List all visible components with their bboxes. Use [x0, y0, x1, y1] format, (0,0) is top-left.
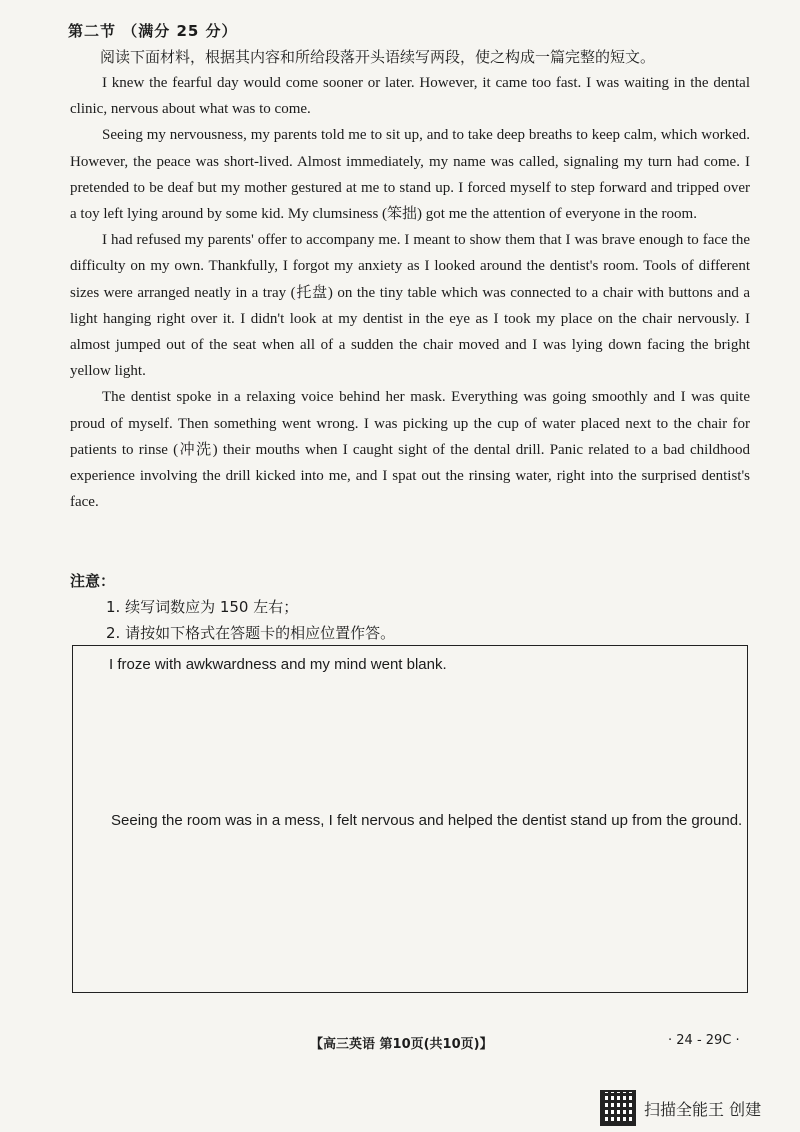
instruction: 阅读下面材料，根据其内容和所给段落开头语续写两段，使之构成一篇完整的短文。 — [100, 48, 656, 66]
passage-paragraph: The dentist spoke in a relaxing voice behind her mask. Everything was going smoothly and I was quite proud of myself. Then something went wrong. I was picking up the cup of water placed next to the chair for patients to rinse (冲洗) their mouths when I caught sight of the dental drill. Panic related to a bad childhood experience involving the drill kicked into me, and I spat out the rinsing water, right into the surprised dentist's face. — [70, 389, 750, 511]
answer-box — [72, 645, 748, 993]
passage-paragraph: I had refused my parents' offer to accompany me. I meant to show them that I was brave enough to face the difficulty on my own. Thankfully, I forgot my anxiety as I looked around the dentist's room. Tools of different sizes were arranged neatly in a tray (托盘) on the tiny table which was connected to a chair with buttons and a light hanging right over it. I didn't look at my dentist in the eye as I took my place on the chair nervously. I almost jumped out of the seat when all of a sudden the chair moved and I was lying down facing the bright yellow light. — [70, 232, 750, 380]
exam-code: · 24 - 29C · — [668, 1033, 740, 1048]
section-title: 第二节 （满分 25 分） — [68, 22, 238, 40]
passage-paragraph: Seeing my nervousness, my parents told me to sit up, and to take deep breaths to keep calm, which worked. However, the peace was short-lived. Almost immediately, my name was called, signaling my turn had come. I pretended to be deaf but my mother gestured at me to stand up. I forced myself to step forward and tripped over a toy left lying around by some kid. My clumsiness (笨拙) got me the attention of everyone in the room. — [70, 127, 750, 223]
watermark-text: 扫描全能王 创建 — [644, 1099, 762, 1119]
passage-paragraph: I knew the fearful day would come sooner or later. However, it came too fast. I was waiting in the dental clinic, nervous about what was to come. — [70, 75, 750, 118]
passage — [70, 70, 750, 515]
paragraph-1-opening: I froze with awkwardness and my mind went blank. — [109, 656, 447, 673]
page-footer: 【高三英语 第10页(共10页)】 — [310, 1037, 493, 1052]
qr-code-icon — [600, 1090, 636, 1126]
paragraph-2-opening: Seeing the room was in a mess, I felt nervous and helped the dentist stand up from the ground. — [111, 812, 743, 829]
note-item: 2. 请按如下格式在答题卡的相应位置作答。 — [106, 624, 396, 642]
notes-label: 注意： — [70, 572, 116, 590]
scanner-watermark — [600, 1090, 761, 1126]
note-item: 1. 续写词数应为 150 左右； — [106, 598, 299, 616]
